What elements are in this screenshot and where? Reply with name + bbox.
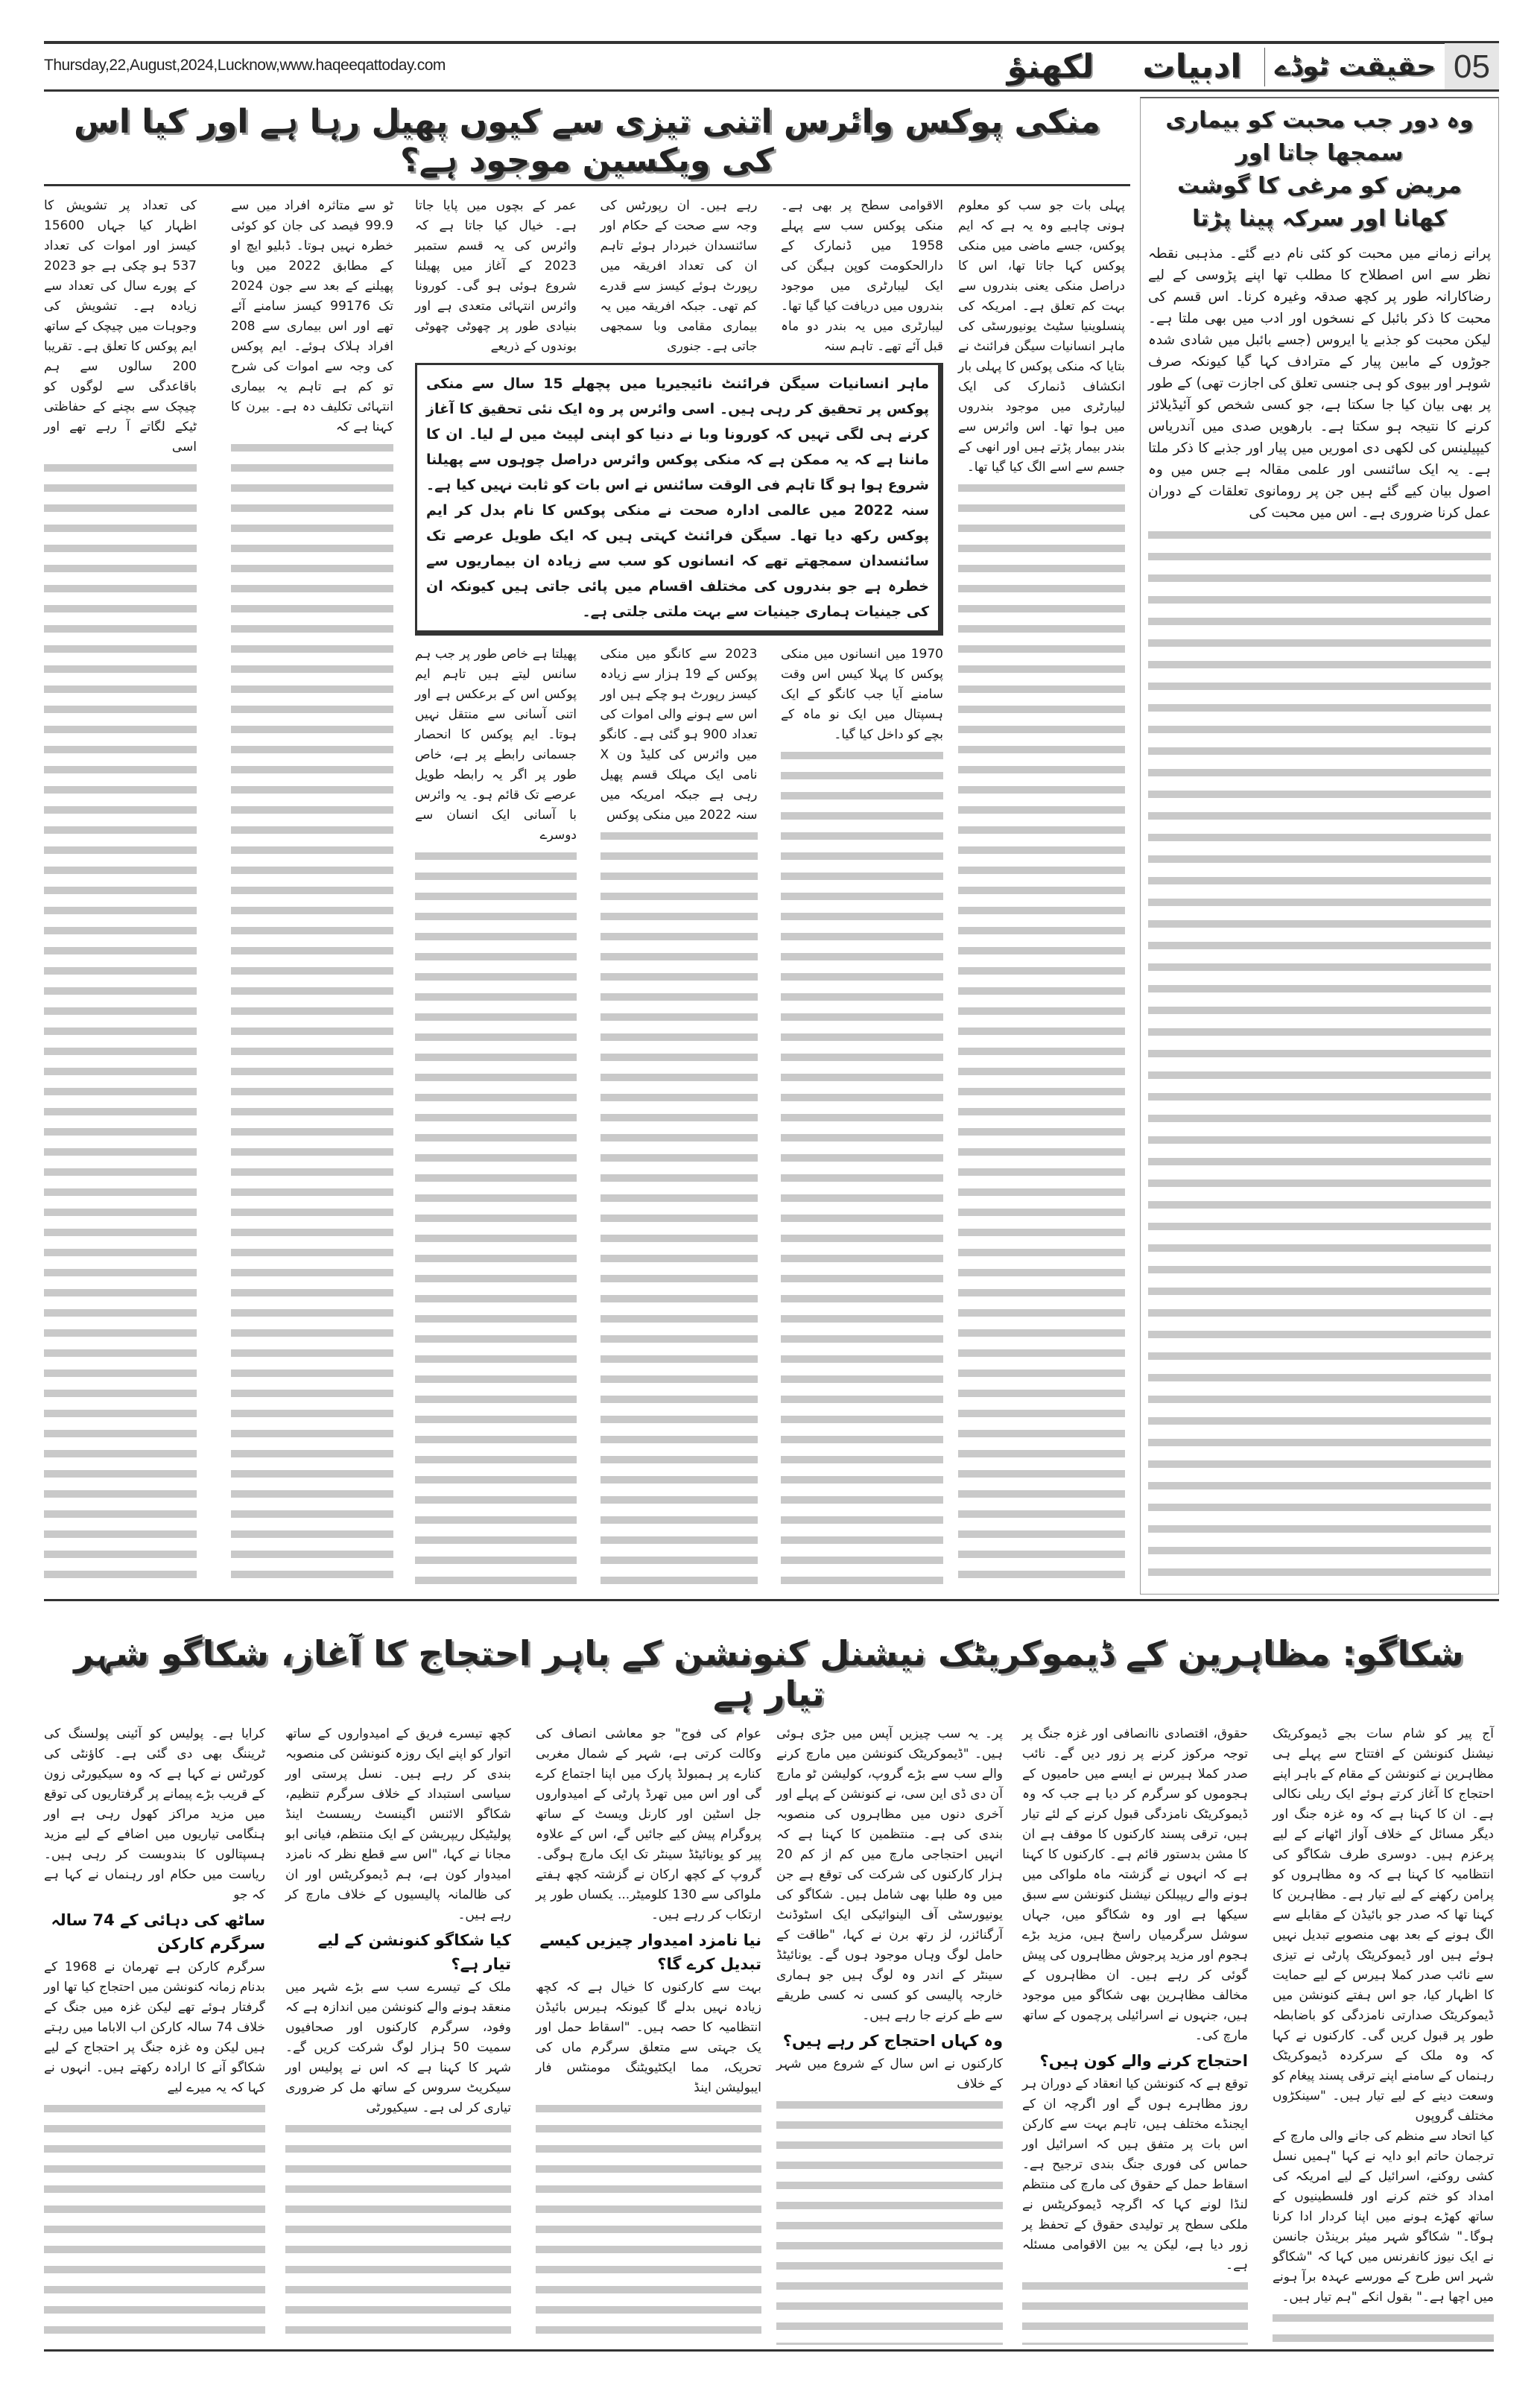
middle-columns-lower: [415, 645, 943, 1587]
header-top-rule: [44, 41, 1499, 44]
column-text: عمر کے بچوں میں پایا جاتا ہے۔ خیال کیا جاتا ہے کہ وائرس کی یہ قسم ستمبر 2023 کے آغاز میں پھیلنا شروع ہوئی ہو گی۔ کورونا وائرس انتہائی متعدی ہے اور بنیادی طور پر چھوٹی چھوٹی بوندوں کے ذریعے: [415, 198, 577, 354]
pull-quote-text: ماہر انسانیات سیگن فرائنٹ نائیجیریا میں پچھلے 15 سال سے منکی پوکس پر تحقیق کر رہی ہیں۔ اسی وائرس پر وہ ایک نئی تحقیق کا آغاز کرنے ہی لگی تہیں کہ کورونا وبا نے دنیا کو اپنی لپیٹ میں لے لیا۔ ان کا ماننا ہے کہ یہ ممکن ہے کہ منکی پوکس وائرس دراصل چوہوں سے پھیلنا شروع ہوا ہو گا تاہم فی الوقت سائنس نے اس بات کو ثابت نہیں کیا ہے۔ سنہ 2022 میں عالمی ادارہ صحت نے منکی پوکس کا نام بدل کر ایم پوکس رکھ دیا تھا۔ سیگن فرائنٹ کہتی ہیں کہ ایک طویل عرصے تک سائنسدان سمجھتے تھے کہ انسانوں کو سب سے زیادہ ان بیماریوں سے خطرہ ہے جو بندروں کی مختلف اقسام میں پائی جاتی ہیں کیونکہ ان کی جینیات ہماری جینیات سے بہت ملتی جلتی ہے۔: [426, 376, 929, 620]
subheading: احتجاج کرنے والے کون ہیں؟: [1039, 2052, 1248, 2070]
page-number: 05: [1445, 43, 1499, 90]
top-article-headline: منکی پوکس وائرس اتنی تیزی سے کیوں پھیل رہا ہے اور کیا اس کی ویکسین موجود ہے؟: [74, 103, 1100, 180]
bottom-article-headline: شکاگو: مظاہرین کے ڈیموکریٹک نیشنل کنونشن کے باہر احتجاج کا آغاز، شکاگو شہر تیار ہے: [74, 1633, 1464, 1714]
sidebar-article: [1140, 97, 1499, 1595]
column-text: الاقوامی سطح پر بھی ہے۔ منکی پوکس سب سے پہلے 1958 میں ڈنمارک کے دارالحکومت کوپن ہیگن کی ایک لیبارٹری میں موجود بندروں میں دریافت کیا گیا تھا۔ لیبارٹری میں یہ بندر دو ماہ قبل آئے تھے۔ تاہم سنہ: [781, 198, 943, 354]
header-divider: [1264, 48, 1265, 86]
section-divider-rule: [44, 1599, 1499, 1601]
top-article-column-4-upper: [415, 196, 577, 357]
subheading: کیا شکاگو کنونشن کے لیے تیار ہے؟: [317, 1931, 511, 1973]
column-text: حقوق، اقتصادی ناانصافی اور غزہ جنگ پر توجہ مرکوز کرنے پر زور دیں گے۔ نائب صدر کملا ہیرس نے ایسے میں حامیوں کے ہجوموں کو سرگرم کر دیا ہے جب کہ وہ ڈیموکریٹک نامزدگی قبول کرنے کے لئے تیار ہیں، ترقی پسند کارکنوں کا موقف ہے ان کا مشن بدستور قائم ہے۔ کارکنوں کا کہنا ہے کہ انہوں نے گزشتہ ماہ ملواکی میں ہونے والے ریپبلکن نیشنل کنونشن سے سبق سیکھا ہے اور وہ شکاگو میں، جہاں سوشل سرگرمیاں راسخ ہیں، مزید بڑے ہجوم اور مزید پرجوش مظاہروں کی پیش گوئی کر رہے ہیں۔ ان مظاہروں کے مخالف مظاہرین بھی شکاگو میں موجود ہیں، جنہوں نے اسرائیلی پرچموں کے ساتھ مارچ کی۔: [1022, 1726, 1248, 2043]
top-article-column-6: [44, 196, 197, 1587]
bottom-article-column-6: [44, 1724, 265, 2345]
column-text-continuation: [776, 2094, 1003, 2345]
column-text-continuation: [536, 2098, 761, 2345]
column-text: کچھ تیسرے فریق کے امیدواروں کے ساتھ اتوار کو اپنے ایک روزہ کنونشن کی منصوبہ بندی کر رہے ہیں۔ نسل پرستی اور سیاسی استبداد کے خلاف سرگرم تنظیم، شکاگو الائنس اگینسٹ ریسسٹ اینڈ پولیٹیکل ریپریشن کے ایک منتظم، فیانی ابو مجانا نے کہا، "اس سے قطع نظر کہ نامزد امیدوار کون ہے، ہم ڈیموکریٹس اور ان کی ظالمانہ پالیسیوں کے خلاف مارچ کر رہے ہیں۔: [285, 1726, 511, 1922]
column-text-continuation: [1273, 2308, 1494, 2345]
column-text: 1970 میں انسانوں میں منکی پوکس کا پہلا کیس اس وقت سامنے آیا جب کانگو کے ایک ہسپتال میں ایک نو ماہ کے بچے کو داخل کیا گیا۔: [781, 647, 943, 742]
column-text-continuation: [231, 437, 393, 1587]
column-text-continuation: [781, 745, 943, 1587]
header-bottom-rule: [44, 89, 1499, 92]
top-article-column-4-lower: [415, 645, 577, 1587]
top-article-column-1: [958, 196, 1125, 1587]
bottom-article-column-3: [776, 1724, 1003, 2345]
column-text: کارکنوں نے اس سال کے شروع میں شہر کے خلاف: [776, 2056, 1003, 2092]
column-text-continuation: [601, 826, 758, 1587]
column-text: کی تعداد پر تشویش کا اظہار کیا جہاں 15600 کیسز اور اموات کی تعداد 537 ہو چکی ہے جو 2023 کے پورے سال کی تعداد سے زیادہ ہے۔ تشویش کی وجوہات میں چیچک کے ساتھ ایم پوکس کا تعلق ہے۔ تقریبا 200 سالوں سے ہم باقاعدگی سے لوگوں کو چیچک سے بچنے کے حفاظتی ٹیکے لگاتے آ رہے تھے اور اسی: [44, 198, 197, 455]
column-text-continuation: [44, 457, 197, 1587]
column-text: پھیلتا ہے خاص طور پر جب ہم سانس لیتے ہیں تاہم ایم پوکس اس کے برعکس ہے اور اتنی آسانی سے منتقل نہیں ہوتا۔ ایم پوکس کا انحصار جسمانی رابطے پر ہے، خاص طور پر اگر یہ رابطہ طویل عرصے تک قائم ہو۔ یہ وائرس با آسانی ایک انسان سے دوسرے: [415, 647, 577, 843]
column-text: رہے ہیں۔ ان رپورٹس کی وجہ سے صحت کے حکام اور سائنسدان خبردار ہوئے تاہم ان کی تعداد افریقہ میں رپورٹ ہوئے کیسز سے قدرے کم تھی۔ جبکہ افریقہ میں یہ بیماری مقامی وبا سمجھی جاتی ہے۔ جنوری: [600, 198, 758, 354]
column-text: ملک کے تیسرے سب سے بڑے شہر میں منعقد ہونے والے کنونشن میں اندازہ ہے کہ وفود، سرگرم کارکنوں اور صحافیوں سمیت 50 ہزار لوگ شرکت کریں گے۔ شہر کا کہنا ہے کہ اس نے پولیس اور سیکریٹ سروس کے ساتھ مل کر ضروری تیاری کر لی ہے۔ سیکیورٹی: [285, 1980, 511, 2115]
section-label: ادبیات: [1142, 48, 1242, 86]
newspaper-logo: حقیقت ٹوڈے: [1274, 51, 1436, 82]
column-text-continuation: [44, 2098, 265, 2345]
column-text: سرگرم کارکن ہے تھرمان نے 1968 کے بدنام زمانہ کنونشن میں احتجاج کیا تھا اور گرفتار ہوئے تھے لیکن غزہ میں جنگ کے خلاف 74 سالہ کارکن اب الاباما میں رہتے ہیں لیکن وہ غزہ جنگ پر احتجاج کے لیے شکاگو آنے کا ارادہ رکھتے ہیں۔ انہوں نے کہا کہ یہ میرے لیے: [44, 1960, 265, 2095]
column-text: آج پیر کو شام سات بجے ڈیموکریٹک نیشنل کنونشن کے افتتاح سے پہلے ہی مظاہرین نے کنونشن کے مقام کے باہر اپنے احتجاج کا آغاز کرتے ہوئے ایک ریلی نکالی ہے۔ ان کا کہنا ہے کہ وہ غزہ جنگ اور دیگر مسائل کے خلاف آواز اٹھانے کے لیے پرعزم ہیں۔ دوسری طرف شکاگو کی انتظامیہ کا کہنا ہے کہ وہ مظاہروں کو پرامن رکھنے کے لیے تیار ہے۔ مظاہرین کا کہنا تھا کہ صدر جو بائیڈن کے مقابلے سے الگ ہونے کے بعد بھی منصوبے تبدیل نہیں ہوئے ہیں اور ڈیموکریٹک پارٹی نے تیزی سے نائب صدر کملا ہیرس کے لیے حمایت کا اظہار کیا، جو اس ہفتے کنونشن میں ڈیموکریٹک صدارتی نامزدگی کو باضابطہ طور پر قبول کریں گی۔ کارکنوں نے کہا کہ وہ ملک کے سرکردہ ڈیموکریٹک رہنماں کے سامنے اپنے ترقی پسند پیغام کو وسعت دینے کے لیے تیار ہیں۔ "سینکڑوں مختلف گروپوں: [1273, 1726, 1494, 2124]
page-bottom-rule: [44, 2349, 1494, 2352]
column-text: کیا اتحاد سے منظم کی جانے والی مارچ کے ترجمان حاتم ابو دایہ نے کہا "ہمیں نسل کشی روکنے، اسرائیل کے لیے امریکہ کی امداد کو ختم کرنے اور فلسطینیوں کے ساتھ کھڑے ہونے میں اپنا کردار ادا کرنا ہوگا۔" شکاگو شہر میئر برینڈن جانسن نے ایک نیوز کانفرنس میں کہا کہ "شکاگو شہر اس طرح کے مورسے عہدہ برآ ہونے میں اچھا ہے۔" بقول انکے "ہم تیار ہیں۔: [1273, 2129, 1494, 2305]
top-article-middle-columns: [415, 196, 943, 1587]
column-text-continuation: [285, 2118, 511, 2345]
subheading: نیا نامزد امیدوار چیزیں کیسے تبدیل کرے گا؟: [539, 1931, 761, 1973]
headline-rule: [44, 184, 1130, 186]
sidebar-body-text: پرانے زمانے میں محبت کو کئی نام دیے گئے۔ مذہبی نقطہ نظر سے اس اصطلاح کا مطلب تھا اپنے پڑوسی کے لیے رضاکارانہ طور پر کچھ صدقہ وغیرہ کرنا۔ اس قسم کی محبت کا ذکر بائبل کے نسخوں اور ادب میں بھی ملتا ہے۔ لیکن محبت کو جذبے یا ایروس (جسے بائبل میں شادی شدہ جوڑوں کے مابین پیار کے مترادف کہا گیا کیونکہ صرف شوہر اور بیوی کو ہی جنسی تعلق کی اجازت تھی) کے طور پر بھی بیان کیا جا سکتا ہے، جو کسی شخص کو آئیڈیلائز کرنے کا نتیجہ ہو سکتا ہے۔ بارھویں صدی میں آندریاس کیپیلینس کی لکھی دی اموریں میں پیار اور جذبے کا ذکر ملتا ہے۔ یہ ایک سائنسی اور علمی مقالہ ہے جس میں وہ اصول بیان کیے گئے ہیں جن پر رومانوی تعلقات کے دوران عمل کرنا ضروری ہے۔ اس میں محبت کی: [1148, 246, 1491, 521]
column-text: عوام کی فوج" جو معاشی انصاف کی وکالت کرتی ہے، شہر کے شمال مغربی کنارے پر ہمبولڈ پارک میں اپنا اجتماع کرے گی اور اس میں تھرڈ پارٹی کے امیدواروں جل اسٹین اور کارنل ویسٹ کے ساتھ پروگرام پیش کیے جائیں گے، اس کے علاوہ پیر کو یونائیٹڈ سینٹر تک ایک مارچ ہوگی۔ گروپ کے کچھ ارکان نے گزشتہ کچھ ہفتے ملواکی سے 130 کلومیٹر... یکساں طور پر ارتکاب کر رہے ہیں۔: [536, 1726, 761, 1922]
sidebar-headline-line-2: مریض کو مرغی کا گوشت کھانا اور سرکہ پینا پڑتا: [1177, 173, 1462, 232]
top-article-column-2-lower: [781, 645, 943, 1587]
top-article-column-3-lower: [601, 645, 758, 1587]
column-text: پر۔ یہ سب چیزیں آپس میں جڑی ہوئی ہیں۔ "ڈیموکریٹک کنونشن میں مارچ کرنے والے سب سے بڑے گروپ، کولیشن ٹو مارچ آن دی ڈی این سی، نے کنونشن کے پہلے اور آخری دنوں میں مظاہروں کی منصوبہ بندی کی ہے۔ منتظمین کا کہنا ہے کہ انہیں احتجاجی مارچ میں کم از کم 20 ہزار کارکنوں کی شرکت کی توقع ہے جن میں وہ طلبا بھی شامل ہیں۔ شکاگو کی یونیورسٹی آف الینوائیکی ایک اسٹوڈنٹ آرگنائزر، لز رتھ برن نے کہا، "طاقت کے حامل لوگ وہاں موجود ہوں گے۔ یونائیٹڈ سینٹر کے اندر وہ لوگ ہیں جو ہماری خارجہ پالیسی کو کسی نہ کسی طریقے سے طے کرنے جا رہے ہیں۔: [776, 1726, 1003, 2023]
city-label: لکھنؤ: [1007, 48, 1094, 86]
top-article-column-5: [231, 196, 393, 1587]
bottom-article-column-4: [536, 1724, 761, 2345]
column-text-continuation: [415, 846, 577, 1587]
column-text: بہت سے کارکنوں کا خیال ہے کہ کچھ زیادہ نہیں بدلے گا کیونکہ ہیرس بائیڈن انتظامیہ کا حصہ ہیں۔ "اسقاط حمل اور یک جہتی سے متعلق سرگرم ماں کی تحریک، مما ایکٹیویٹنگ مومنٹس فار ایبولیشن اینڈ: [536, 1980, 761, 2095]
column-text: ٹو سے متاثرہ افراد میں سے 99.9 فیصد کی جان کو کوئی خطرہ نہیں ہوتا۔ ڈبلیو ایچ او کے مطابق 2022 میں وبا پھیلنے کے بعد سے جون 2024 تک 99176 کیسز سامنے آئے تھے اور اس بیماری سے 208 افراد ہلاک ہوئے۔ ایم پوکس کی وجہ سے اموات کی شرح تو کم ہے تاہم یہ بیماری انتہائی تکلیف دہ ہے۔ بیرن کا کہنا ہے کہ: [231, 198, 393, 434]
bottom-article-column-2: [1022, 1724, 1248, 2345]
top-article-column-2-upper: [781, 196, 943, 357]
bottom-article-column-5: [285, 1724, 511, 2345]
dateline: Thursday,22,August,2024,Lucknow,www.haqeeqattoday.com: [44, 57, 446, 74]
column-text: 2023 سے کانگو میں منکی پوکس کے 19 ہزار سے زیادہ کیسز رپورٹ ہو چکے ہیں اور اس سے ہونے والی اموات کی تعداد 900 ہو گئی ہے۔ کانگو میں وائرس کی کلیڈ ون X نامی ایک مہلک قسم پھیل رہی ہے جبکہ امریکہ میں سنہ 2022 میں منکی پوکس: [600, 647, 758, 823]
subheading: وہ کہاں احتجاج کر رہے ہیں؟: [782, 2032, 1003, 2050]
subheading: ساٹھ کی دہائی کے 74 سالہ سرگرم کارکن: [51, 1911, 265, 1953]
column-text-continuation: [1148, 524, 1491, 1589]
middle-columns-upper: [415, 196, 943, 357]
bottom-article-column-1: [1273, 1724, 1494, 2345]
pull-quote-box: [415, 363, 943, 636]
column-text: کرایا ہے۔ پولیس کو آئینی پولسنگ کی ٹریننگ بھی دی گئی ہے۔ کاؤنٹی کی کورٹس نے کہا ہے کہ وہ سیکیورٹی زون کے قریب بڑے پیمانے پر گرفتاریوں کی توقع میں مزید مراکز کھول رہی ہے اور ہنگامی تیاریوں میں اضافے کے لیے مزید ہسپتالوں کا بندوبست کر رہی ہیں۔ ریاست میں حکام اور رہنماں نے کہا ہے کہ جو: [44, 1726, 265, 1902]
column-text-continuation: [1022, 2276, 1248, 2345]
column-text-continuation: [958, 478, 1125, 1587]
top-article-column-3-upper: [601, 196, 758, 357]
column-text: توقع ہے کہ کنونشن کیا انعقاد کے دوران ہر روز مظاہرے ہوں گے اور اگرچہ ان کے ایجنڈے مختلف ہیں، تاہم بہت سے کارکن اس بات پر متفق ہیں کہ اسرائیل اور حماس کی فوری جنگ بندی ترجیح ہے۔ اسقاط حمل کے حقوق کی مارچ کی منتظم لنڈا لونے کہا کہ اگرچہ ڈیموکریٹس نے ملکی سطح پر تولیدی حقوق کے تحفظ پر زور دیا ہے، لیکن یہ بین الاقوامی مسئلہ ہے۔: [1022, 2077, 1248, 2273]
sidebar-headline-line-1: وہ دور جب محبت کو بیماری سمجھا جاتا اور: [1165, 107, 1474, 166]
column-text: پہلی بات جو سب کو معلوم ہونی چاہیے وہ یہ ہے کہ ایم پوکس، جسے ماضی میں منکی پوکس کہا جاتا تھا، اس کا دراصل منکی یعنی بندروں سے بہت کم تعلق ہے۔ امریکہ کی پنسلوینیا سٹیٹ یونیورسٹی کی ماہر انسانیات سیگن فرائنٹ نے بتایا کہ منکی پوکس کا پہلی بار انکشاف ڈنمارک کی ایک لیبارٹری میں موجود بندروں میں ہوا تھا۔ اس وائرس سے بندر بیمار پڑتے ہیں اور انھی کے جسم سے اسے الگ کیا گیا تھا۔: [958, 198, 1125, 475]
